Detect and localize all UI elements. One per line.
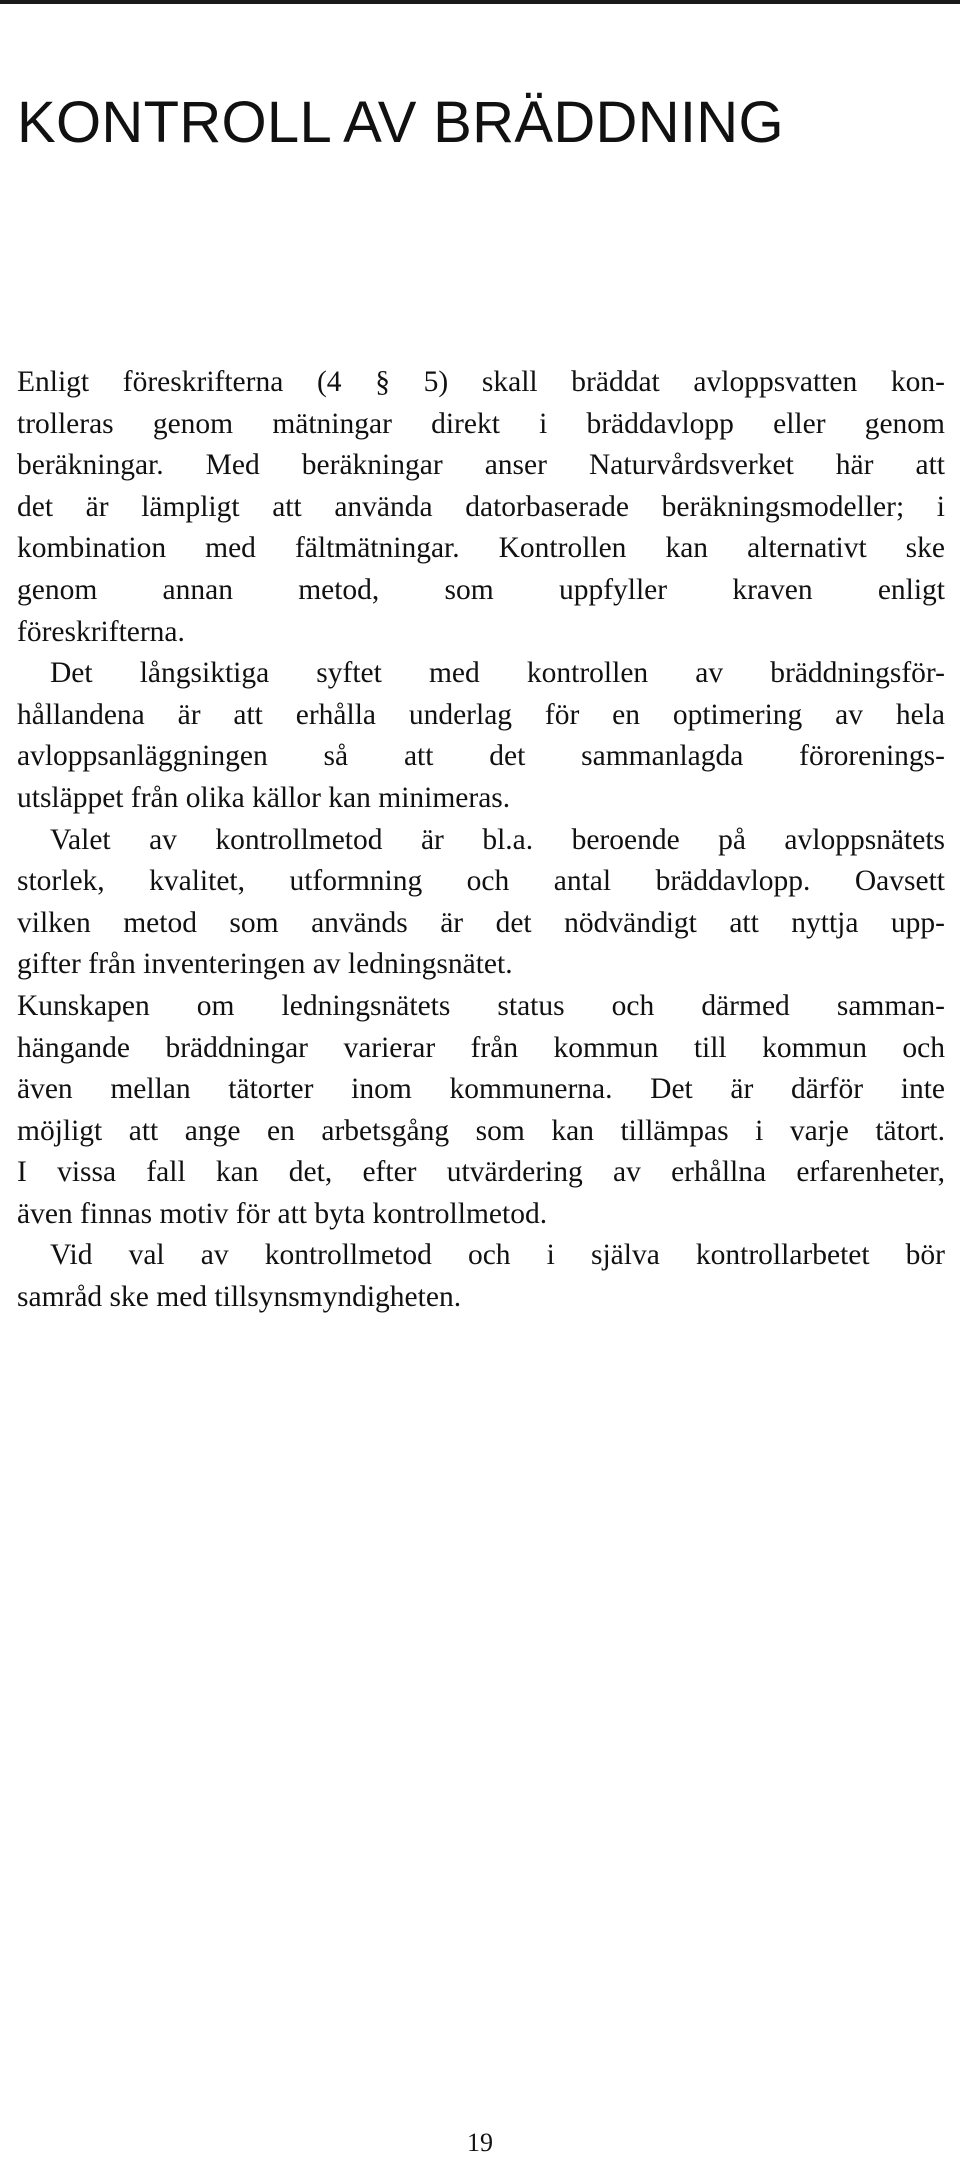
page-number: 19: [467, 2128, 493, 2157]
text-line: I vissa fall kan det, efter utvärdering av erhållna erfarenheter,: [17, 1156, 945, 1189]
text-line: avloppsanläggningen så att det sammanlagda förorenings-: [17, 740, 945, 773]
text-line: även mellan tätorter inom kommunerna. Det är därför inte: [17, 1073, 945, 1106]
text-line: hållandena är att erhålla underlag för en optimering av hela: [17, 698, 945, 731]
text-line: Vid val av kontrollmetod och i själva kontrollarbetet bör: [50, 1239, 945, 1272]
text-line: möjligt att ange en arbetsgång som kan tillämpas i varje tätort.: [17, 1114, 945, 1147]
text-line: hängande bräddningar varierar från kommun till kommun och: [17, 1031, 945, 1064]
text-line: storlek, kvalitet, utformning och antal bräddavlopp. Oavsett: [17, 865, 945, 898]
text-line: vilken metod som används är det nödvändigt att nyttja upp-: [17, 906, 945, 939]
body-text: [17, 362, 945, 1319]
text-line: Det långsiktiga syftet med kontrollen av bräddningsför-: [50, 657, 945, 690]
text-line: kombination med fältmätningar. Kontrollen kan alternativt ske: [17, 532, 945, 565]
text-line: genom annan metod, som uppfyller kraven enligt: [17, 573, 945, 606]
text-line: trolleras genom mätningar direkt i bräddavlopp eller genom: [17, 407, 945, 440]
text-line: utsläppet från olika källor kan minimeras.: [17, 781, 511, 814]
text-line: beräkningar. Med beräkningar anser Naturvårdsverket här att: [17, 449, 945, 482]
text-line: Valet av kontrollmetod är bl.a. beroende på avloppsnätets: [50, 823, 945, 856]
top-rule: [0, 0, 960, 4]
text-line: det är lämpligt att använda datorbaserade beräkningsmodeller; i: [17, 490, 945, 523]
text-line: gifter från inventeringen av ledningsnätet.: [17, 948, 513, 981]
text-line: även finnas motiv för att byta kontrollmetod.: [17, 1197, 548, 1230]
page-title: KONTROLL AV BRÄDDNING: [17, 90, 784, 155]
text-line: Enligt föreskrifterna (4 § 5) skall bräddat avloppsvatten kon-: [17, 366, 945, 398]
text-line: föreskrifterna.: [17, 615, 185, 648]
text-line: samråd ske med tillsynsmyndigheten.: [17, 1281, 462, 1314]
text-line: Kunskapen om ledningsnätets status och därmed samman-: [17, 989, 945, 1022]
